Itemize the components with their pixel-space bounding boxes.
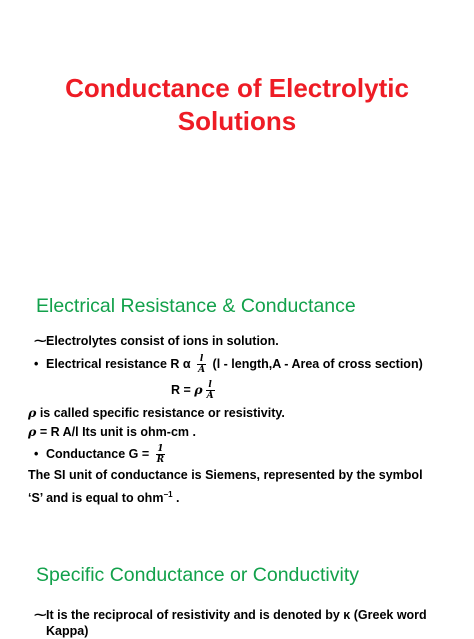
text-line-ohm: [28, 487, 180, 506]
text-period: .: [172, 491, 180, 506]
text-conductance: Conductance G =: [46, 446, 150, 461]
tilde-bullet-icon: ⁓: [34, 608, 47, 622]
text-rho-definition: is called specific resistance or resistivity.: [39, 406, 285, 420]
rho-symbol: ρ: [194, 381, 203, 397]
dot-bullet-icon: •: [34, 356, 39, 371]
superscript-minus-one: −1: [163, 490, 173, 499]
text-line-conductance: [34, 444, 168, 465]
title-slide: [0, 0, 474, 270]
section-heading-resistance: Electrical Resistance & Conductance: [36, 295, 356, 317]
rho-symbol: ρ: [28, 424, 37, 439]
text-line-rho-definition: [28, 405, 285, 421]
text-line-resistance: [34, 354, 423, 375]
text-line-electrolytes: [34, 333, 279, 349]
fraction-1-over-r: [156, 444, 165, 465]
text-resistance-note: (l - length,A - Area of cross section): [212, 356, 423, 371]
fraction-numerator: l: [197, 354, 206, 365]
text-ohm: ‘S’ and is equal to ohm: [28, 491, 164, 506]
fraction-l-over-a: [197, 354, 206, 375]
text-rho-unit: = R A/l Its unit is ohm-cm .: [39, 425, 196, 439]
text-resistance-label: Electrical resistance R α: [46, 356, 191, 371]
text-reciprocal: It is the reciprocal of resistivity and is denoted by κ (Greek word: [46, 608, 427, 622]
text-electrolytes: Electrolytes consist of ions in solution.: [46, 334, 279, 348]
dot-bullet-icon: •: [34, 446, 39, 461]
main-title-line1: Conductance of Electrolytic: [65, 73, 409, 103]
text-r-equals: R =: [171, 382, 191, 397]
fraction-denominator: R: [156, 455, 165, 465]
text-line-r-equals: [171, 380, 218, 401]
text-line-kappa: Kappa): [46, 624, 89, 638]
main-title: [20, 72, 454, 138]
fraction-l-over-a-2: [206, 380, 215, 401]
text-line-si-unit: The SI unit of conductance is Siemens, represented by the symbol: [28, 468, 423, 482]
section-heading-conductivity: Specific Conductance or Conductivity: [36, 564, 359, 586]
tilde-bullet-icon: ⁓: [34, 334, 47, 348]
fraction-denominator: A: [206, 391, 214, 401]
fraction-numerator: l: [206, 380, 215, 391]
rho-symbol: ρ: [28, 405, 37, 420]
fraction-numerator: 1: [157, 444, 164, 454]
text-line-reciprocal: [34, 607, 427, 623]
main-title-line2: Solutions: [177, 106, 297, 136]
fraction-denominator: A: [198, 365, 206, 375]
text-line-rho-unit: [28, 424, 196, 440]
